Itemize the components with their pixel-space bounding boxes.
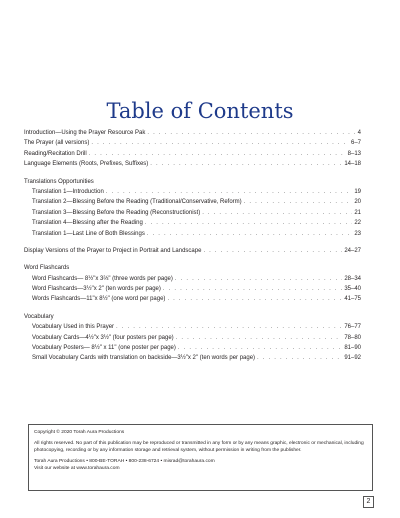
toc-entry: Language Elements (Roots, Prefixes, Suffixes) . . . 14–18 [24,159,361,169]
website-line: Visit our website at www.torahaura.com [34,466,120,471]
publisher-contact: Torah Aura Productions • 800-BE-TORAH • 800-238-6724 • misrad@torahaura.com [34,459,215,464]
toc-entry: Words Flashcards—11"x 8½" (one word per page) . . . 41–75 [24,294,361,304]
toc-entry: Display Versions of the Prayer to Project in Portrait and Landscape . . . 24–27 [24,246,361,256]
toc-entry: Translation 4—Blessing after the Reading . . . 22 [24,218,361,228]
toc-entry: Small Vocabulary Cards with translation on backside—3½"x 2" (ten words per page) . . . 91–92 [24,353,361,363]
toc-entry: Reading/Recitation Drill . . . 8–13 [24,149,361,159]
section-heading: Vocabulary [24,313,54,320]
copyright-line: Copyright © 2020 Torah Aura Productions [34,430,125,435]
page-title: Table of Contents [106,99,294,123]
toc-entry: Vocabulary Posters— 8½" x 11" (one poster per page) . . . 81–90 [24,343,361,353]
toc-entry: Word Flashcards—3½"x 2" (ten words per page) . . . 35–40 [24,284,361,294]
toc-entry: Translation 2—Blessing Before the Reading (Traditional/Conservative, Reform) . . . 20 [24,197,361,207]
rights-notice: All rights reserved. No part of this publication may be reproduced or transmitted in any form or by any means graphic, electronic or mechanical, including photocopying, recording or by any information storage and retrieval system, without permission in writing from the publisher. [34,441,364,453]
section-heading: Word Flashcards [24,265,70,272]
copyright-box [28,424,373,491]
toc-entry: Vocabulary Used in this Prayer . . . 76–77 [24,322,361,332]
toc-entry: Word Flashcards— 8½"x 3⅔" (three words per page) . . . 28–34 [24,274,361,284]
table-of-contents [24,128,361,364]
section-heading: Translations Opportunities [24,178,94,185]
toc-entry: Translation 3—Blessing Before the Reading (Reconstructionist) . . . 21 [24,208,361,218]
toc-entry: Translation 1—Introduction . . . 19 [24,187,361,197]
toc-entry: Introduction—Using the Prayer Resource Pak . . . 4 [24,128,361,138]
toc-entry: The Prayer (all versions) . . . 6–7 [24,138,361,148]
toc-entry: Translation 1—Last Line of Both Blessings . . . 23 [24,229,361,239]
page-number: 2 [363,496,374,508]
toc-entry: Vocabulary Cards—4½"x 3½" (four posters per page) . . . 78–80 [24,333,361,343]
